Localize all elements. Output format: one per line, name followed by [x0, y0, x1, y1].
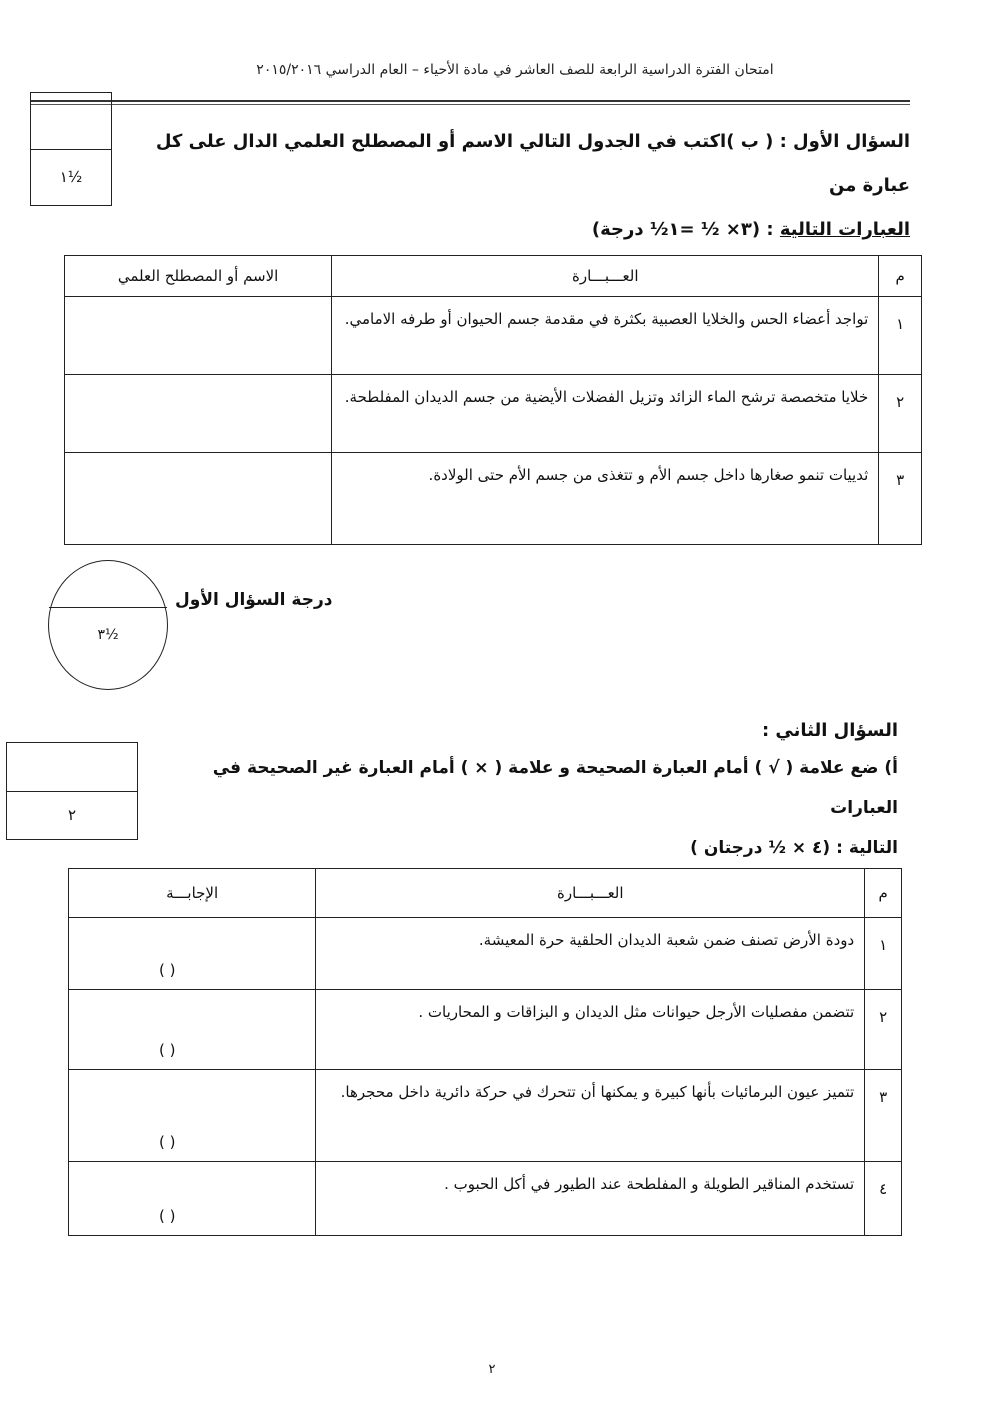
- table-row: [65, 297, 922, 375]
- row-number: ٢: [865, 990, 902, 1070]
- row-number: ١: [879, 297, 922, 375]
- q1-instruction-points: : (٣× ½ =١½ درجة): [591, 219, 774, 240]
- table-row: [65, 375, 922, 453]
- q1-col-answer: الاسم أو المصطلح العلمي: [65, 256, 332, 297]
- q2-table: [68, 868, 902, 1236]
- q2-instructions: [142, 748, 898, 868]
- row-number: ٣: [865, 1070, 902, 1162]
- q2-col-answer: الإجابـــة: [69, 869, 316, 918]
- q1-col-num: م: [879, 256, 922, 297]
- header-divider-secondary: [30, 104, 910, 105]
- row-statement: ثدييات تنمو صغارها داخل جسم الأم و تتغذى من جسم الأم حتى الولادة.: [332, 453, 879, 545]
- table-row: [69, 1070, 902, 1162]
- q2-instruction-line2: التالية : (٤ × ½ درجتان ): [690, 838, 898, 858]
- q2-instruction-line1: أ) ضع علامة ( √ ) أمام العبارة الصحيحة و علامة ( × ) أمام العبارة غير الصحيحة في العبارات: [212, 758, 898, 818]
- table-row: [69, 918, 902, 990]
- q1-instruction-line2: [125, 208, 910, 252]
- answer-cell[interactable]: [69, 918, 316, 990]
- row-number: ٣: [879, 453, 922, 545]
- q1-total-label: درجة السؤال الأول: [175, 590, 333, 610]
- q1-col-statement: العـــبـــارة: [332, 256, 879, 297]
- answer-blank[interactable]: ( ): [159, 1207, 176, 1225]
- q2-grade-box-empty: [7, 743, 137, 792]
- answer-blank[interactable]: ( ): [159, 1133, 176, 1151]
- q1-table: [64, 255, 922, 545]
- row-statement: تتميز عيون البرمائيات بأنها كبيرة و يمكنها أن تتحرك في حركة دائرية داخل محجرها.: [316, 1070, 865, 1162]
- answer-cell[interactable]: [65, 453, 332, 545]
- answer-cell[interactable]: [65, 375, 332, 453]
- row-statement: دودة الأرض تصنف ضمن شعبة الديدان الحلقية حرة المعيشة.: [316, 918, 865, 990]
- q1-instruction-underlined: العبارات التالية: [779, 219, 910, 240]
- table-row: [65, 453, 922, 545]
- q2-heading: السؤال الثاني :: [761, 720, 898, 741]
- q2-grade-value: ٢: [67, 806, 77, 825]
- answer-cell[interactable]: [69, 1162, 316, 1236]
- row-statement: تتضمن مفصليات الأرجل حيوانات مثل الديدان و البزاقات و المحاريات .: [316, 990, 865, 1070]
- q2-grade-box: [6, 742, 138, 840]
- q1-grade-value: ١½: [59, 168, 83, 187]
- row-number: ٤: [865, 1162, 902, 1236]
- q1-grade-box-empty: [31, 93, 111, 150]
- q2-col-num: م: [865, 869, 902, 918]
- answer-blank[interactable]: ( ): [159, 961, 176, 979]
- q1-total-circle: [48, 560, 168, 690]
- circle-divider: [49, 607, 167, 608]
- page-number: ٢: [488, 1362, 496, 1377]
- q1-total-value: ٣½: [97, 627, 119, 643]
- q1-grade-box: [30, 92, 112, 206]
- answer-cell[interactable]: [69, 990, 316, 1070]
- q1-instructions: [125, 120, 910, 252]
- q1-instruction-line1: السؤال الأول : ( ب )اكتب في الجدول التالي الاسم أو المصطلح العلمي الدال على كل عبارة من: [155, 131, 910, 196]
- row-number: ٢: [879, 375, 922, 453]
- answer-blank[interactable]: ( ): [159, 1041, 176, 1059]
- row-statement: خلايا متخصصة ترشح الماء الزائد وتزيل الفضلات الأيضية من جسم الديدان المفلطحة.: [332, 375, 879, 453]
- exam-title: امتحان الفترة الدراسية الرابعة للصف العاشر في مادة الأحياء – العام الدراسي ٢٠١٥/٢٠١٦: [256, 62, 774, 78]
- table-row: [69, 990, 902, 1070]
- answer-cell[interactable]: [69, 1070, 316, 1162]
- q2-col-statement: العـــبـــارة: [316, 869, 865, 918]
- header-divider: [30, 100, 910, 102]
- q2-table-header: [69, 869, 902, 918]
- row-number: ١: [865, 918, 902, 990]
- row-statement: تستخدم المناقير الطويلة و المفلطحة عند الطيور في أكل الحبوب .: [316, 1162, 865, 1236]
- table-row: [69, 1162, 902, 1236]
- answer-cell[interactable]: [65, 297, 332, 375]
- row-statement: تواجد أعضاء الحس والخلايا العصبية بكثرة في مقدمة جسم الحيوان أو طرفه الامامي.: [332, 297, 879, 375]
- q1-table-header: [65, 256, 922, 297]
